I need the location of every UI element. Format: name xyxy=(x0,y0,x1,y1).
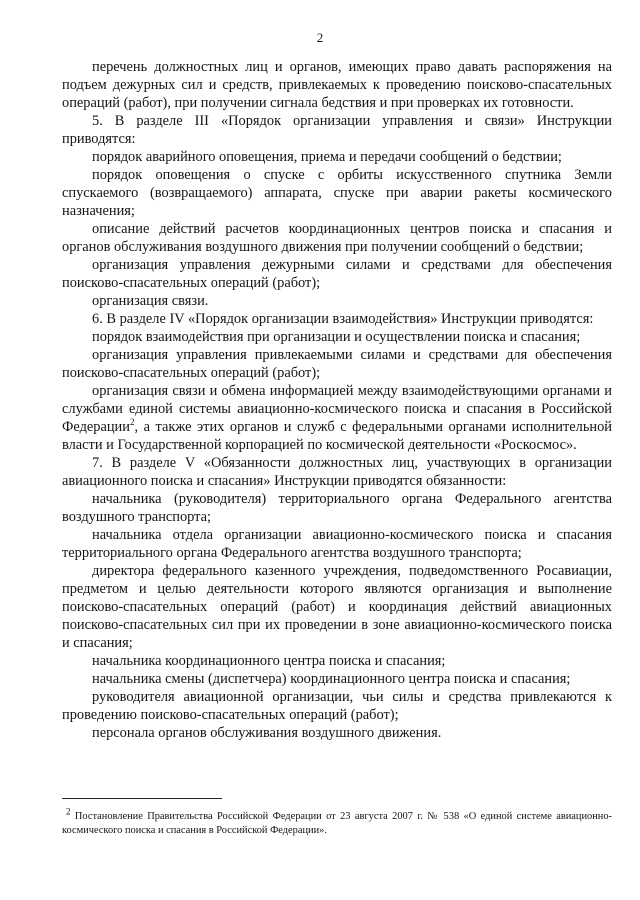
page-number: 2 xyxy=(316,30,324,45)
paragraph: перечень должностных лиц и органов, имеющих право давать распоряжения на подъем дежурных сил и средств, привлекаемых к проведению поисково-спасательных операций (работ), при получении сигнала бедствия и при проверках их готовности. xyxy=(62,59,612,111)
footnote-text: Постановление Правительства Российской Федерации от 23 августа 2007 г. № 538 «О единой системе авиационно-космического поиска и спасания в Российской Федерации». xyxy=(62,811,612,836)
paragraph: организация управления привлекаемыми силами и средствами для обеспечения поисково-спасательных операций (работ); xyxy=(62,347,612,381)
paragraph: начальника (руководителя) территориального органа Федерального агентства воздушного транспорта; xyxy=(62,491,612,525)
document-body xyxy=(62,58,612,742)
footnote xyxy=(62,806,612,838)
paragraph: порядок оповещения о спуске с орбиты искусственного спутника Земли спускаемого (возвращаемого) аппарата, спуске при аварии ракеты космического назначения; xyxy=(62,167,612,219)
paragraph: начальника координационного центра поиска и спасания; xyxy=(92,653,446,669)
paragraph: организация связи. xyxy=(92,293,209,309)
paragraph: порядок аварийного оповещения, приема и передачи сообщений о бедствии; xyxy=(92,149,562,165)
paragraph: порядок взаимодействия при организации и осуществлении поиска и спасания; xyxy=(92,329,581,345)
paragraph: директора федерального казенного учреждения, подведомственного Росавиации, предметом и целью деятельности которого являются организация и выполнение поисково-спасательных операций (работ) и координация действий авиационных поисково-спасательных сил при их проведении в зоне авиационно-космического поиска и спасания; xyxy=(62,563,612,651)
section-heading-paragraph: 5. В разделе III «Порядок организации управления и связи» Инструкции приводятся: xyxy=(62,113,612,147)
paragraph: начальника отдела организации авиационно-космического поиска и спасания территориального органа Федерального агентства воздушного транспорта; xyxy=(62,527,612,561)
paragraph-text-continued: , а также этих органов и служб с федеральными органами исполнительной власти и Государственной корпорацией по космической деятельности «Роскосмос». xyxy=(62,419,612,453)
paragraph: руководителя авиационной организации, чьи силы и средства привлекаются к проведению поисково-спасательных операций (работ); xyxy=(62,689,612,723)
section-heading-paragraph: 6. В разделе IV «Порядок организации взаимодействия» Инструкции приводятся: xyxy=(92,311,594,327)
paragraph: персонала органов обслуживания воздушного движения. xyxy=(92,725,442,741)
paragraph: организация управления дежурными силами и средствами для обеспечения поисково-спасательных операций (работ); xyxy=(62,257,612,291)
footnote-reference: 2 xyxy=(129,417,135,428)
paragraph-with-footnote xyxy=(62,382,612,454)
footnote-marker: 2 xyxy=(66,806,71,817)
paragraph-text: организация связи и обмена информацией между взаимодействующими органами и службами единой системы авиационно-космического поиска и спасания в Российской Федерации xyxy=(62,383,612,435)
section-heading-paragraph: 7. В разделе V «Обязанности должностных лиц, участвующих в организации авиационного поиска и спасания» Инструкции приводятся обязанности: xyxy=(62,455,612,489)
footnote-divider xyxy=(62,798,222,799)
paragraph: описание действий расчетов координационных центров поиска и спасания и органов обслуживания воздушного движения при получении сообщений о бедствии; xyxy=(62,221,612,255)
paragraph: начальника смены (диспетчера) координационного центра поиска и спасания; xyxy=(92,671,571,687)
